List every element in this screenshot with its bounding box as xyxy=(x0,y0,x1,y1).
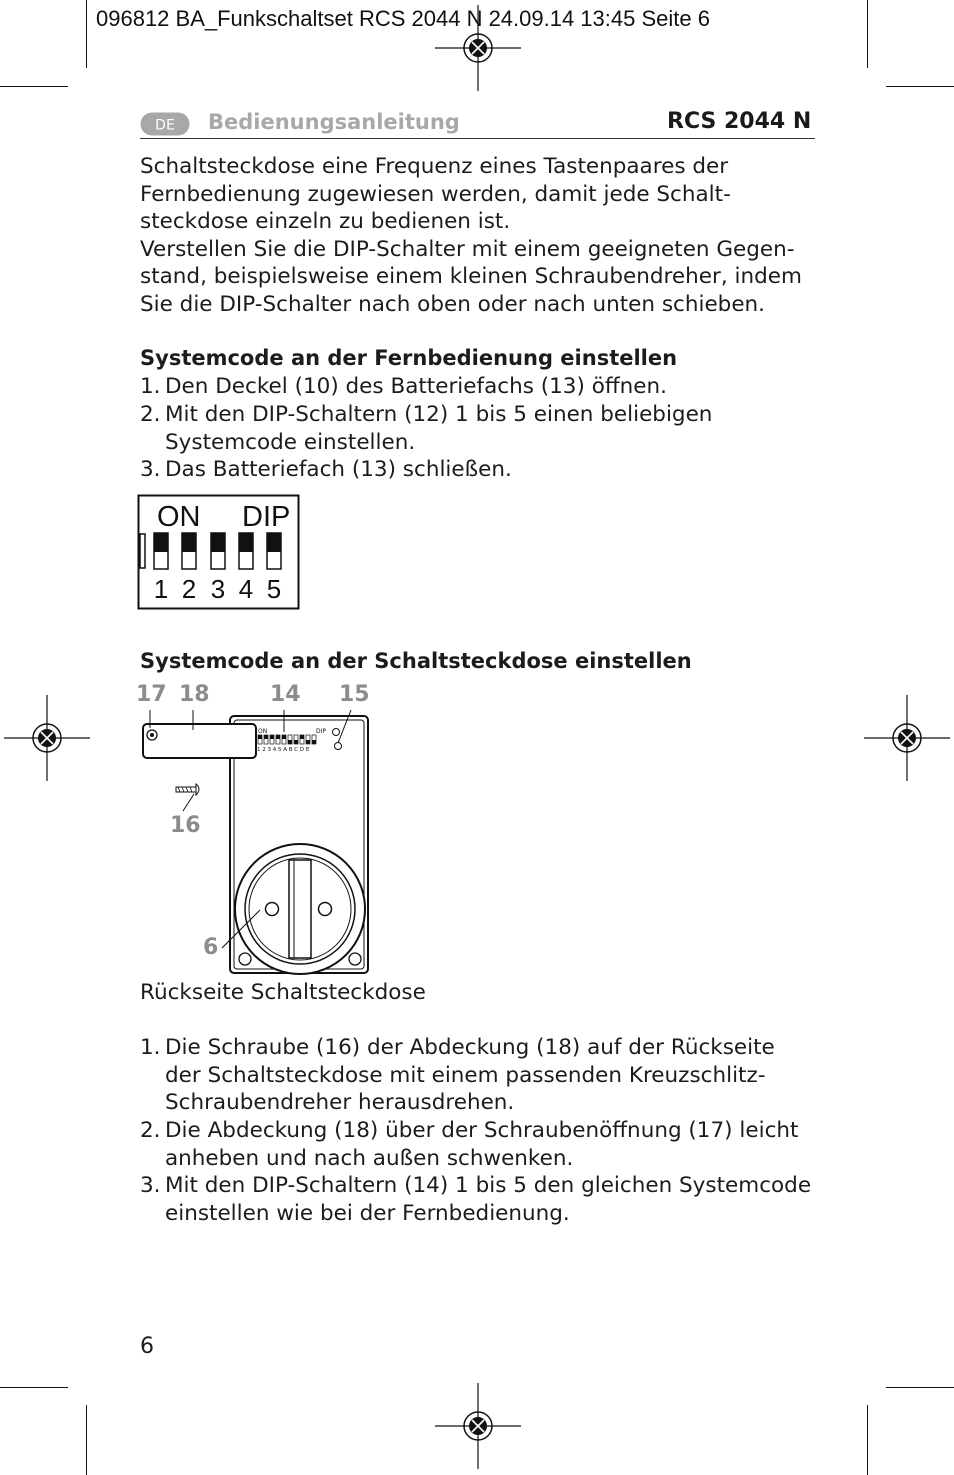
crop-mark xyxy=(867,0,868,68)
dip-label: DIP xyxy=(242,501,291,533)
callout-14: 14 xyxy=(270,682,301,707)
print-info-line: 096812 BA_Funkschaltset RCS 2044 N 24.09.14 13:45 Seite 6 xyxy=(96,6,710,31)
dip-switch-4 xyxy=(239,533,253,569)
intro-paragraph: Schaltsteckdose eine Frequenz eines Tastenpaares der Fernbedienung zugewiesen werden, damit jede Schalt- steckdose einzeln zu bedienen ist. Verstellen Sie die DIP-Schalter mit einem geeigneten Gegen- stand, beispielsweise einem kleinen Schraubendreher, indem Sie die DIP-Schalter nach oben oder nach unten schieben. xyxy=(140,154,802,317)
callout-16: 16 xyxy=(170,813,201,838)
callout-15: 15 xyxy=(339,682,370,707)
crop-mark xyxy=(86,1405,87,1475)
registration-mark-icon xyxy=(435,1383,521,1469)
step-number: 1. xyxy=(140,374,161,399)
language-badge-label: DE xyxy=(155,117,175,134)
step-text: Den Deckel (10) des Batteriefachs (13) öffnen. xyxy=(165,374,667,399)
list-item xyxy=(140,1172,820,1227)
crop-mark xyxy=(886,86,954,87)
dip-switch-1 xyxy=(154,533,168,569)
mini-dip-label: DIP xyxy=(316,728,327,735)
dip-switch-2 xyxy=(182,533,196,569)
step-text: Mit den DIP-Schaltern (12) 1 bis 5 einen beliebigen Systemcode einstellen. xyxy=(165,402,713,455)
crop-mark xyxy=(886,1387,954,1388)
step-number: 2. xyxy=(140,402,161,427)
dip-number: 1 xyxy=(153,574,169,604)
step-text: Das Batteriefach (13) schließen. xyxy=(165,457,512,482)
manual-title: Bedienungsanleitung xyxy=(208,110,460,134)
section-heading-remote: Systemcode an der Fernbedienung einstellen xyxy=(140,346,678,370)
dip-number: 4 xyxy=(238,574,254,604)
list-item xyxy=(140,1117,820,1172)
dip-switch-3 xyxy=(211,533,225,569)
dip-switch-figure xyxy=(137,494,301,611)
step-number: 3. xyxy=(140,457,161,482)
callout-18: 18 xyxy=(179,682,210,707)
header-divider xyxy=(140,138,815,139)
step-number: 1. xyxy=(140,1035,161,1060)
dip-on-label: ON xyxy=(157,501,201,533)
step-number: 2. xyxy=(140,1118,161,1143)
step-number: 3. xyxy=(140,1173,161,1198)
page-number: 6 xyxy=(140,1334,154,1359)
registration-mark-icon xyxy=(4,695,90,781)
list-item xyxy=(140,401,820,456)
dip-number: 3 xyxy=(210,574,226,604)
model-name: RCS 2044 N xyxy=(667,109,812,134)
step-text: Die Abdeckung (18) über der Schraubenöffnung (17) leicht anheben und nach außen schwenken. xyxy=(165,1118,799,1171)
list-item xyxy=(140,373,820,401)
language-badge xyxy=(140,112,190,136)
callout-6: 6 xyxy=(203,935,219,960)
callout-17: 17 xyxy=(136,682,167,707)
step-text: Mit den DIP-Schaltern (14) 1 bis 5 den gleichen Systemcode einstellen wie bei der Fernbedienung. xyxy=(165,1173,812,1226)
dip-number: 5 xyxy=(266,574,282,604)
dip-switch-5 xyxy=(267,533,281,569)
crop-mark xyxy=(0,1387,68,1388)
mini-dip-numbers: 1 2 3 4 5 A B C D E xyxy=(257,747,310,753)
registration-mark-icon xyxy=(864,695,950,781)
list-item xyxy=(140,456,820,484)
registration-mark-icon xyxy=(435,5,521,91)
figure-caption: Rückseite Schaltsteckdose xyxy=(140,980,426,1005)
dip-number: 2 xyxy=(181,574,197,604)
section-heading-socket: Systemcode an der Schaltsteckdose einstellen xyxy=(140,649,692,673)
screw-icon xyxy=(176,784,199,811)
mini-dip-on-label: ON xyxy=(258,728,268,735)
crop-mark xyxy=(0,86,68,87)
step-text: Die Schraube (16) der Abdeckung (18) auf der Rückseite der Schaltsteckdose mit einem passenden Kreuzschlitz- Schraubendreher herausdrehen. xyxy=(165,1035,775,1115)
list-item xyxy=(140,1034,820,1117)
crop-mark xyxy=(867,1405,868,1475)
crop-mark xyxy=(86,0,87,68)
